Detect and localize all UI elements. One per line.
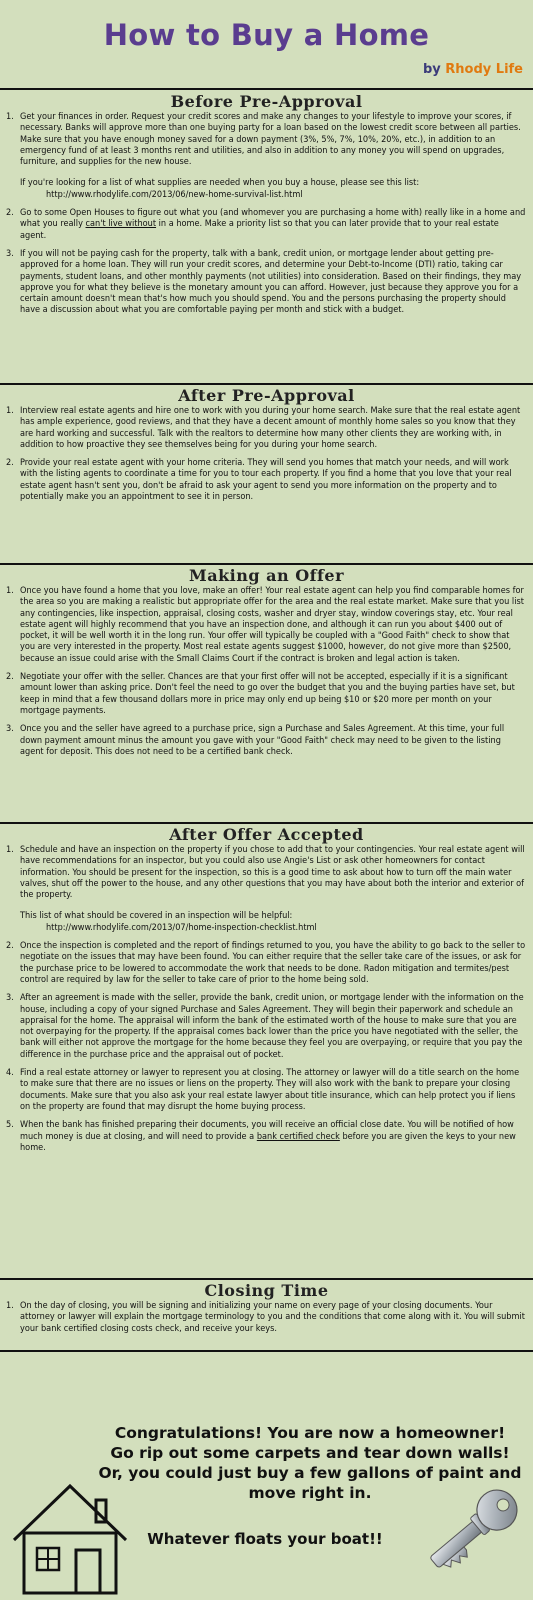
underlined-text: bank certified check [256,1131,340,1142]
congrats-line: Or, you could just buy a few gallons of paint and [98,1464,522,1482]
step-list [0,586,533,758]
item-text [20,1120,527,1154]
step-list [0,1301,533,1335]
list-item [0,249,533,317]
link-url[interactable]: http://www.rhodylife.com/2013/07/home-inspection-checklist.html [46,922,317,933]
section-after-offer-accepted [0,825,533,1161]
link-url[interactable]: http://www.rhodylife.com/2013/06/new-home-survival-list.html [46,189,303,200]
list-item [0,1301,533,1335]
item-text: Once you have found a home that you love, make an offer! Your real estate agent can help you find comparable homes for the area so you are making a realistic but appropriate offer for the area and the real estate market. Make sure that you list any contingencies, like inspection, appraisal, closing costs, washer and dryer stay, window coverings stay, etc. Your real estate agent will highly recommend that you have an inspection done, and although it can run you about $400 out of pocket, it will be well worth it in the long run. Your offer will typically be coupled with a "Good Faith" check to show that you are very interested in the property. Most real estate agents suggest $1000, however, do not give more than $2500, because an issue could arise with the Small Claims Court if the contract is broken and legal action is taken. [20,586,524,664]
list-item [0,845,533,934]
item-number: 2. [6,941,14,952]
divider [0,563,533,565]
section-making-an-offer [0,566,533,765]
item-text: Get your finances in order. Request your credit scores and make any changes to your lifestyle to improve your scores, if necessary. Banks will approve more than one buying party for a loan based on the lowest credit score between all parties. Make sure that you have enough money saved for a down payment (3%, 5%, 7%, 10%, 20%, etc.), in addition to an emergency fund of at least 3 months rent and utilities, and also in addition to any money you will spend on upgrades, furniture, and supplies for the new house. [20,112,521,168]
item-text: Find a real estate attorney or lawyer to represent you at closing. The attorney or lawyer will do a title search on the home to make sure that there are no issues or liens on the property. They will also work with the bank to prepare your closing documents. Make sure that you also ask your real estate lawyer about title insurance, which can help protect you if liens on the property are found that may disrupt the home buying process. [20,1068,520,1112]
step-list [0,112,533,317]
page-title: How to Buy a Home [103,18,430,52]
house-icon [10,1478,130,1596]
item-text: Once you and the seller have agreed to a purchase price, sign a Purchase and Sales Agreement. At this time, your full down payment amount minus the amount you gave with your "Good Faith" check may need to be given to the listing agent for deposit. This does not need to be a certified bank check. [20,724,505,757]
item-note: If you're looking for a list of what supplies are needed when you buy a house, please see this list: [20,178,420,189]
item-number: 3. [6,993,14,1004]
item-number: 1. [6,845,14,855]
list-item [0,458,533,503]
byline-by: by [422,62,441,77]
divider [0,383,533,385]
item-note: This list of what should be covered in an inspection will be helpful: [20,911,293,922]
list-item [0,1068,533,1113]
section-title: Before Pre-Approval [170,92,363,111]
list-item [0,1120,533,1154]
item-text: Once the inspection is completed and the report of findings returned to you, you have the ability to go back to the seller to negotiate on the issues that may have been found. You can either require that the seller take care of the issues, or ask for the purchase price to be lowered to accommodate the work that needs to be done. Radon mitigation and termites/pest control are required by law for the seller to take care of prior to the home being sold. [20,941,526,985]
divider [0,1350,533,1352]
divider [0,822,533,824]
item-number: 5. [6,1120,14,1131]
item-number: 2. [6,208,14,219]
section-before-pre-approval [0,92,533,324]
step-list [0,406,533,503]
item-text: If you will not be paying cash for the property, talk with a bank, credit union, or mortgage lender about getting pre-approved for a home loan. They will run your credit scores, and determine your Debt-to-Income (DTI) ratio, taking car payments, student loans, and other monthly payments (not utilities) into consideration. Based on their findings, they may approve you for what they believe is the monetary amount you can afford. However, just because they approve you for a certain amount doesn't mean that's how much you should spend. You and the persons purchasing the property should have a discussion about what you are comfortable paying per month and stick with a budget. [20,248,522,316]
item-number: 1. [6,586,14,596]
divider [0,88,533,90]
item-text: Schedule and have an inspection on the property if you chose to add that to your contingencies. Your real estate agent will have recommendations for an inspector, but you could also use Angie's List or ask other homeowners for contact information. You should be present for the inspection, so this is a good time to ask about how to turn off the main water valves, shut off the power to the house, and any other questions that you may have about both the interior and exterior of the property. [20,845,525,901]
list-item [0,208,533,242]
item-number: 4. [6,1068,14,1079]
list-item [0,406,533,451]
step-list [0,845,533,1154]
item-number: 3. [6,248,14,259]
byline [423,62,523,77]
section-title: After Pre-Approval [178,386,355,405]
section-title: After Offer Accepted [169,825,364,844]
congrats-line: Congratulations! You are now a homeowner! [114,1424,506,1442]
item-number: 3. [6,724,14,735]
brand-name[interactable]: Rhody Life [445,62,523,77]
text-part: in a home. Make a priority list so that you can later provide that to your real estate agent. [20,219,499,241]
list-item [0,724,533,758]
congrats-line: move right in. [248,1484,372,1502]
list-item [0,672,533,717]
item-number: 1. [6,112,14,122]
item-number: 2. [6,458,14,469]
item-text: On the day of closing, you will be signing and initializing your name on every page of your closing documents. Your attorney or lawyer will explain the mortgage terminology to you and the conditions that come along with it. You will submit your bank certified closing costs check, and receive your keys. [20,1301,525,1334]
section-after-pre-approval [0,386,533,510]
key-icon [410,1472,528,1597]
text-part: before you are given the keys to your new home. [20,1131,516,1153]
item-number: 2. [6,672,14,683]
list-item [0,941,533,986]
floats-your-boat: Whatever floats your boat!! [147,1530,383,1548]
item-text: Negotiate your offer with the seller. Chances are that your first offer will not be accepted, especially if it is a significant amount lower than asking price. Don't feel the need to go over the budget that you and the buying parties have set, but keep in mind that a few thousand dollars more in price may only end up being $10 or $20 more per month on your mortgage payments. [20,672,515,716]
text-part: When the bank has finished preparing their documents, you will receive an official close date. You will be notified of how much money is due at closing, and will need to provide a [20,1120,514,1142]
list-item [0,993,533,1061]
text-part: Go to some Open Houses to figure out what you (and whomever you are purchasing a home with) really like in a home and what you really [20,208,526,230]
item-text [20,208,527,242]
item-text: After an agreement is made with the seller, provide the bank, credit union, or mortgage lender with the information on the house, including a copy of your signed Purchase and Sales Agreement. They will begin their paperwork and schedule an appraisal for the home. The appraisal will inform the bank of the estimated worth of the house to make sure that you are not overpaying for the property. If the appraisal comes back lower than the price you have negotiated with the seller, the bank will either not approve the mortgage for the home because they feel you are overpaying, or require that you pay the difference in the purchase price and the appraisal out of pocket. [20,993,524,1060]
congrats-line: Go rip out some carpets and tear down walls! [110,1444,510,1462]
item-text: Interview real estate agents and hire one to work with you during your home search. Make sure that the real estate agent has ample experience, good reviews, and that they have a decent amount of monthly home sales so you know that they are hard working and successful. Talk with the realtors to determine how many other clients they are working with, in addition to how proactive they see themselves being for you during your home search. [20,406,521,450]
list-item [0,112,533,201]
underlined-text: can't live without [85,219,157,230]
section-closing-time [0,1281,533,1342]
section-title: Making an Offer [188,566,344,585]
item-number: 1. [6,406,14,416]
section-title: Closing Time [204,1281,329,1300]
divider [0,1278,533,1280]
item-text: Provide your real estate agent with your home criteria. They will send you homes that match your needs, and will work with the listing agents to coordinate a time for you to tour each property. If you find a home that you love that your real estate agent hasn't sent you, don't be afraid to ask your agent to send you more information on the property and to potentially make you an appointment to see it in person. [20,458,512,503]
item-number: 1. [6,1301,14,1311]
list-item [0,586,533,665]
